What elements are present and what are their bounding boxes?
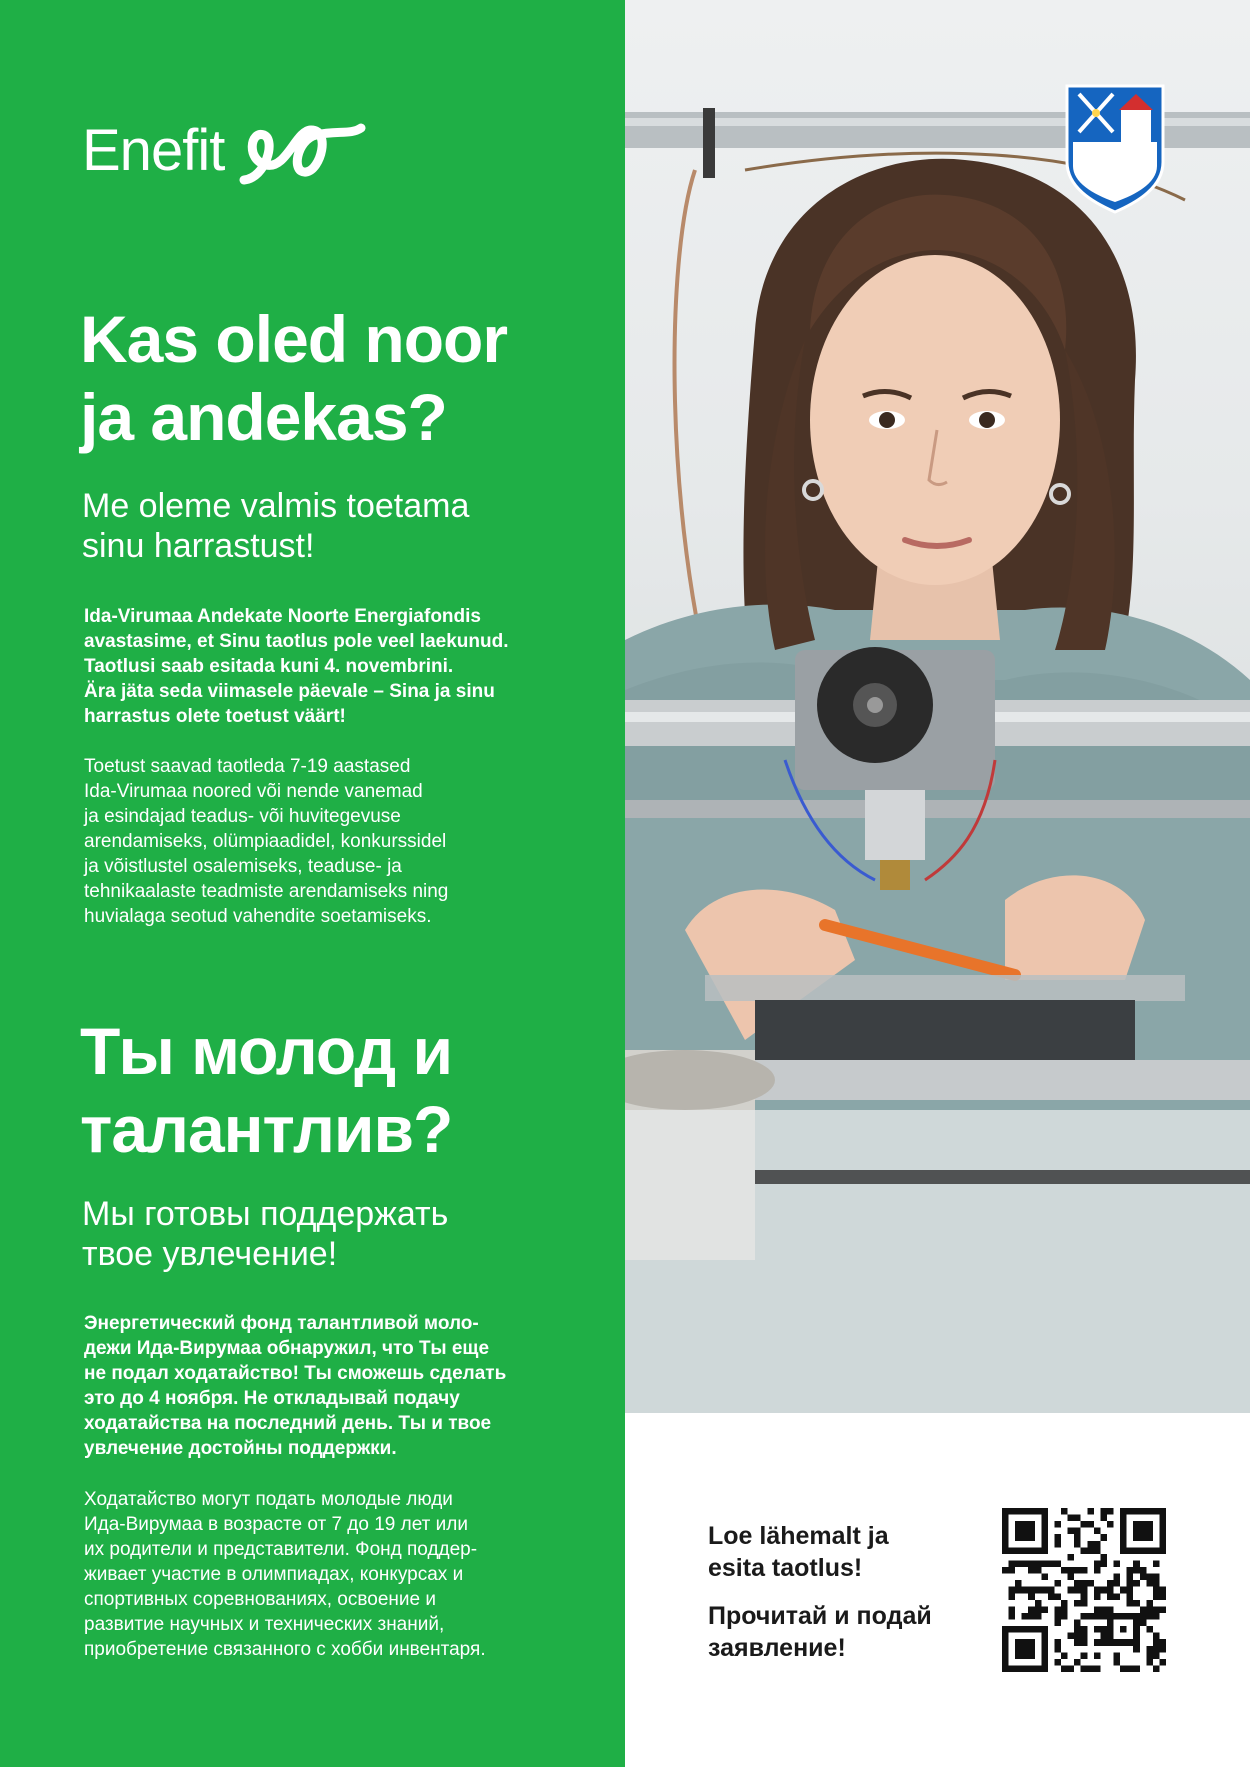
coat-of-arms-icon xyxy=(1063,82,1167,214)
russian-paragraph: Ходатайство могут подать молодые люди Ида-Вирумаа в возрасте от 7 до 19 лет или их родители и представители. Фонд поддер- живает участие в олимпиадах, конкурсах и спортивных соревнованиях, освоение и развитие научных и технических знаний, приобретение связанного с хобби инвентаря. xyxy=(84,1489,486,1660)
cta-russian: Прочитай и подай заявление! xyxy=(708,1602,932,1662)
estonian-paragraph: Toetust saavad taotleda 7-19 aastased Ida-Virumaa noored või nende vanemad ja esindajad teadus- või huvitegevuse arendamiseks, olümpiaadidel, konkurssidel ja võistlustel osalemiseks, teaduse- ja tehnikaalaste teadmiste arendamiseks ning huvialaga seotud vahendite soetamiseks. xyxy=(84,756,449,927)
enefit-logo xyxy=(82,110,366,190)
estonian-headline: Kas oled noor ja andekas? xyxy=(80,302,508,454)
logo-text: Enefit xyxy=(82,117,225,183)
russian-headline: Ты молод и талантлив? xyxy=(80,1014,453,1166)
russian-bold-paragraph: Энергетический фонд талантливой моло- дежи Ида-Вирумаа обнаружил, что Ты еще не подал ходатайство! Ты сможешь сделать это до 4 ноября. Не откладывай подачу ходатайства на последний день. Ты и твое увлечение достойны поддержки. xyxy=(84,1313,507,1459)
enefit-swirl-icon xyxy=(236,110,366,190)
qr-code-icon[interactable] xyxy=(1002,1508,1166,1672)
estonian-bold-paragraph: Ida-Virumaa Andekate Noorte Energiafondis avastasime, et Sinu taotlus pole veel laekunud. Taotlusi saab esitada kuni 4. novembrini. Ära jäta seda viimasele päevale – Sina ja sinu harrastus olete toetust väärt! xyxy=(84,606,509,727)
russian-subheadline: Мы готовы поддержать твое увлечение! xyxy=(82,1195,449,1273)
estonian-subheadline: Me oleme valmis toetama sinu harrastust! xyxy=(82,487,470,565)
cta-estonian: Loe lähemalt ja esita taotlus! xyxy=(708,1522,889,1582)
